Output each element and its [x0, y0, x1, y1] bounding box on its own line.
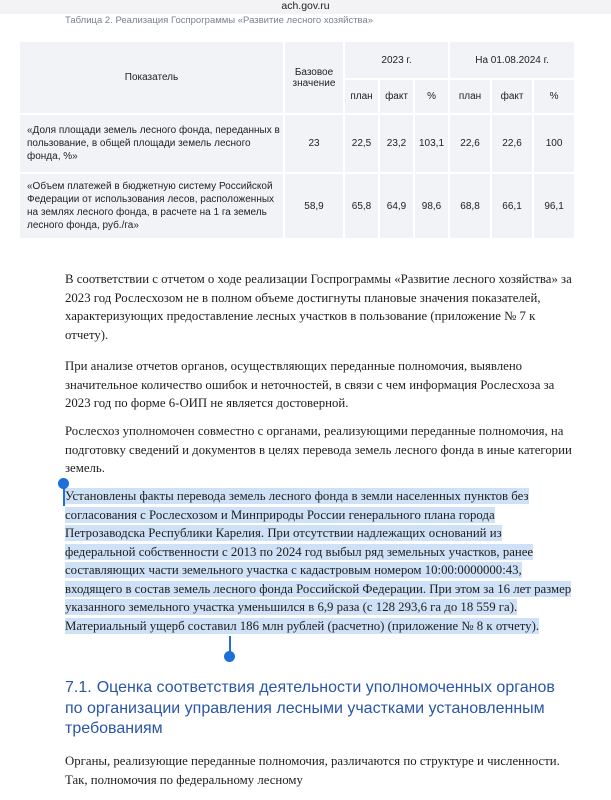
bottom-cutoff-fade — [0, 786, 611, 800]
browser-address-bar[interactable] — [0, 0, 611, 14]
row-indicator: «Доля площади земель лесного фонда, переданных в пользование, в общей площади земель лесного фонда, %» — [19, 114, 284, 173]
section-heading — [65, 678, 555, 740]
row-percent-2024: 96,1 — [533, 173, 575, 239]
table-row — [19, 173, 575, 239]
row-indicator: «Объем платежей в бюджетную систему Российской Федерации от использования лесов, расположенных на землях лесного фонда, в расчете на 1 га земель лесного фонда, руб./га» — [19, 173, 284, 239]
paragraph-authority: Рослесхоз уполномочен совместно с органами, реализующими переданные полномочия, на подготовку сведений и документов в целях перевода земель лесного фонда в иные категории земель. — [65, 424, 572, 475]
table-row — [19, 114, 575, 173]
row-percent-2024: 100 — [533, 114, 575, 173]
header-indicator: Показатель — [19, 41, 284, 114]
row-base-value: 23 — [284, 114, 344, 173]
row-plan-2023: 65,8 — [344, 173, 379, 239]
text-selection-highlight[interactable]: Установлены факты перевода земель лесного фонда в земли населенных пунктов без согласования с Рослесхозом и Минприроды России генерального плана города Петрозаводска Республики Карелия. При отсутствии надлежащих оснований из федеральной собственности с 2013 по 2024 год выбыл ряд земельных участков, ранее составляющих части земельного участка с кадастровым номером 10:00:0000000:43, входящего в состав земель лесного фонда Российской Федерации. При этом за 16 лет размер указанного земельного участка уменьшился в 6,9 раза (с 128 293,6 га до 18 559 га). Материальный ущерб составил 186 млн рублей (расчетно) (приложение № 8 к отчету). — [65, 489, 572, 633]
header-2024: На 01.08.2024 г. — [449, 41, 575, 79]
header-fact-2023: факт — [379, 79, 414, 114]
row-base-value: 58,9 — [284, 173, 344, 239]
row-plan-2023: 22,5 — [344, 114, 379, 173]
row-plan-2024: 22,6 — [449, 114, 491, 173]
section-title: Оценка соответствия деятельности уполномоченных органов по организации управления лесными участками установленным требованиям — [65, 679, 555, 737]
header-percent-2024: % — [533, 79, 575, 114]
header-plan-2023: план — [344, 79, 379, 114]
selection-start-caret — [63, 486, 65, 506]
row-fact-2024: 22,6 — [491, 114, 533, 173]
row-fact-2023: 23,2 — [379, 114, 414, 173]
header-percent-2023: % — [414, 79, 449, 114]
header-plan-2024: план — [449, 79, 491, 114]
paragraph-selected-text[interactable] — [65, 487, 575, 635]
paragraph-structure: Органы, реализующие переданные полномочия, различаются по структуре и численности. Так, полномочия по федеральному лесному — [65, 754, 560, 787]
row-percent-2023: 103,1 — [414, 114, 449, 173]
selection-end-handle[interactable] — [224, 651, 235, 662]
paragraph-reports-analysis: При анализе отчетов органов, осуществляющих переданные полномочия, выявлено значительное количество ошибок и неточностей, в связи с чем информация Рослесхоза за 2023 год по форме 6-ОИП не является достоверной. — [65, 359, 555, 410]
header-2023: 2023 г. — [344, 41, 449, 79]
indicators-table — [18, 40, 576, 240]
row-fact-2024: 66,1 — [491, 173, 533, 239]
row-fact-2023: 64,9 — [379, 173, 414, 239]
table-caption: Таблица 2. Реализация Госпрограммы «Развитие лесного хозяйства» — [65, 15, 374, 26]
header-fact-2024: факт — [491, 79, 533, 114]
paragraph-report-findings: В соответствии с отчетом о ходе реализации Госпрограммы «Развитие лесного хозяйства» за 2023 год Рослесхозом не в полном объеме достигнуты плановые значения показателей, характеризующих предоставление лесных участков в пользование (приложение № 7 к отчету). — [65, 272, 572, 342]
row-plan-2024: 68,8 — [449, 173, 491, 239]
header-base-value: Базовое значение — [284, 41, 344, 114]
row-percent-2023: 98,6 — [414, 173, 449, 239]
section-number: 7.1. — [65, 679, 92, 696]
url-text: ach.gov.ru — [281, 0, 330, 12]
selection-start-handle[interactable] — [58, 478, 69, 489]
